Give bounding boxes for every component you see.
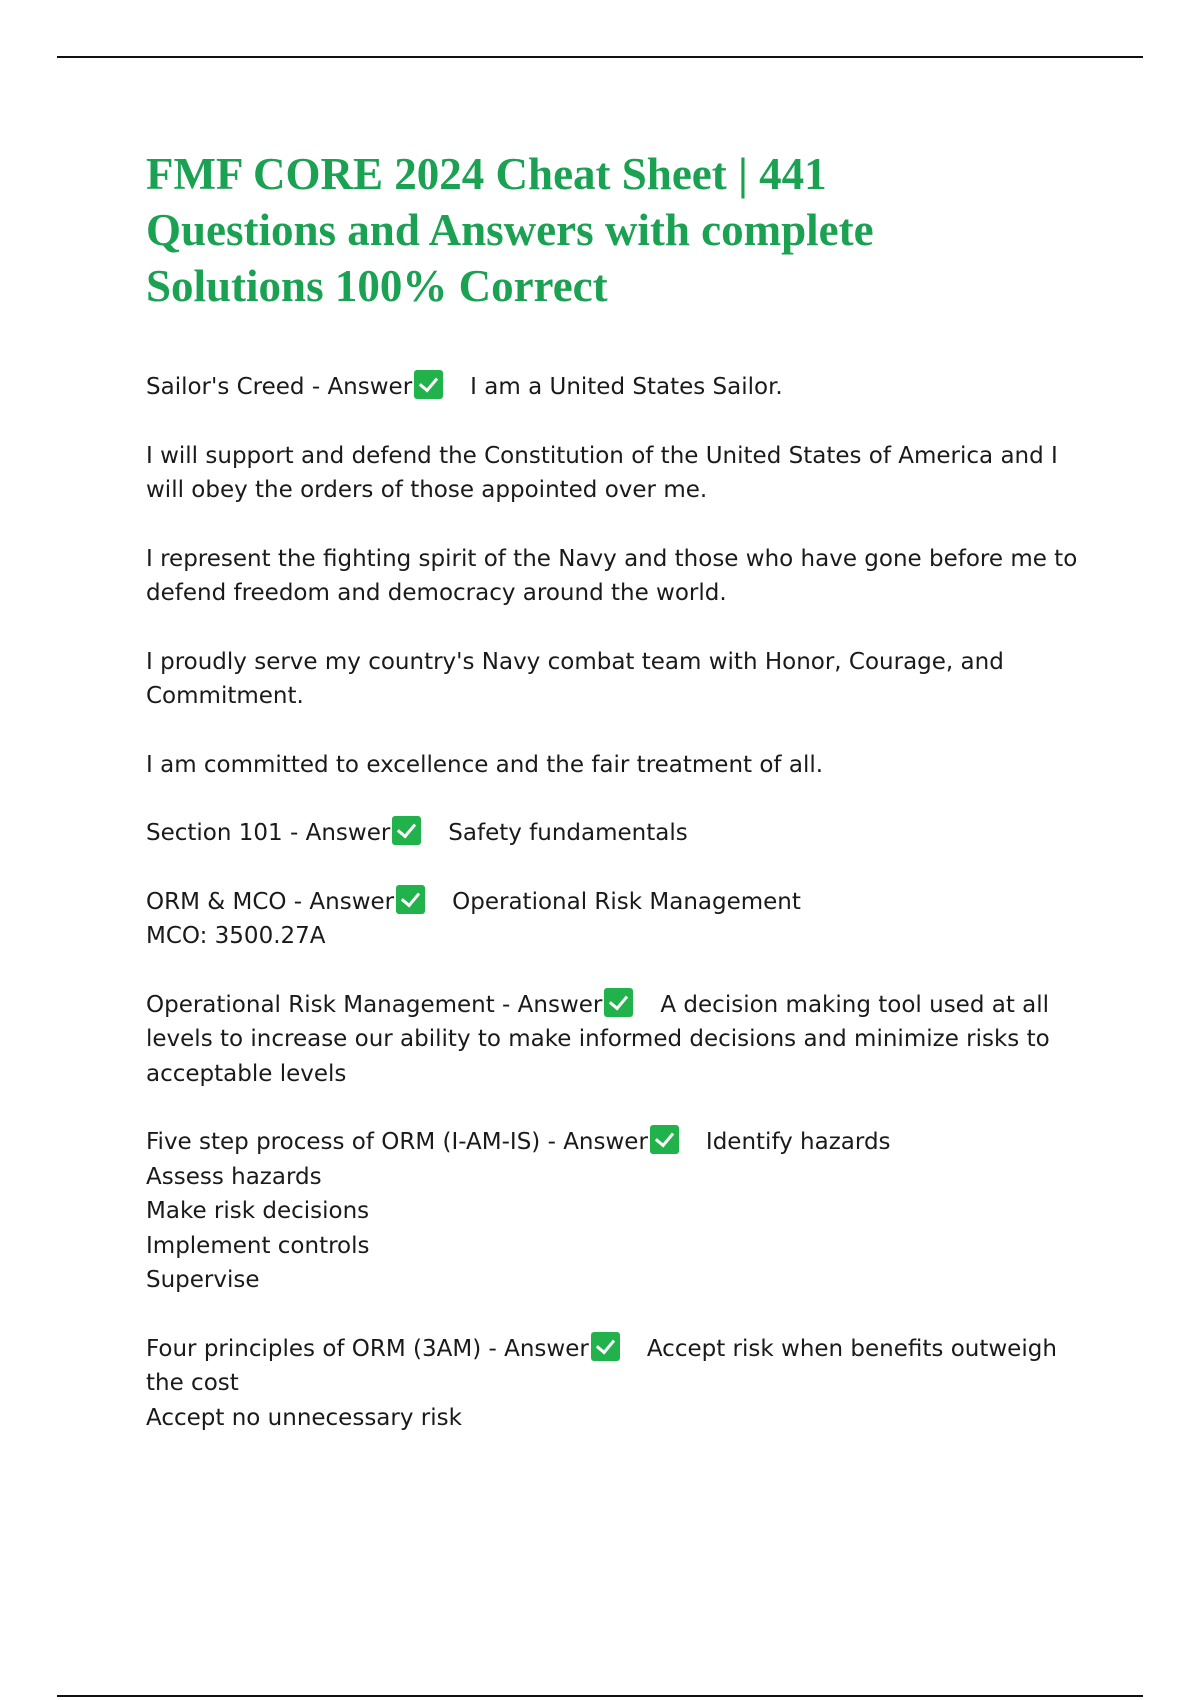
answer-text: I am a United States Sailor. [470,374,783,400]
question-text: ORM & MCO - Answer [146,888,395,915]
bottom-rule [57,1695,1143,1697]
answer-text: Safety fundamentals [448,820,688,846]
question-text: Section 101 - Answer [146,820,391,846]
qa-entry [146,1125,1096,1298]
check-mark-icon [396,885,425,914]
answer-text: Operational Risk Management MCO: 3500.27A [146,888,801,949]
top-rule [57,56,1143,58]
answer-text: Identify hazards Assess hazards Make risk decisions Implement controls Supervise [146,1129,891,1293]
creed-paragraph: I am committed to excellence and the fair treatment of all. [146,751,824,778]
qa-entry [146,816,1096,851]
document-body [146,146,1096,1469]
creed-paragraph: I proudly serve my country's Navy combat team with Honor, Courage, and Commitment. [146,648,1004,709]
creed-paragraph: I will support and defend the Constitution of the United States of America and I will obey the orders of those appointed over me. [146,442,1058,503]
question-text: Four principles of ORM (3AM) - Answer [146,1335,589,1362]
document-title: FMF CORE 2024 Cheat Sheet | 441 Questions and Answers with complete Solutions 100% Correct [146,149,874,311]
qa-entry [146,885,1096,954]
question-text: Operational Risk Management - Answer [146,991,603,1018]
check-mark-icon [414,370,443,399]
qa-entry [146,988,1096,1092]
qa-entry [146,1332,1096,1436]
check-mark-icon [591,1332,620,1361]
question-text: Sailor's Creed - Answer [146,374,413,400]
question-text: Five step process of ORM (I-AM-IS) - Answer [146,1129,648,1155]
creed-paragraph: I represent the fighting spirit of the Navy and those who have gone before me to defend freedom and democracy around the world. [146,545,1078,606]
check-mark-icon [604,988,633,1017]
answer-text: A decision making tool used at all levels to increase our ability to make informed decisions and minimize risks to acceptable levels [146,991,1050,1087]
check-mark-icon [392,816,421,845]
check-mark-icon [650,1125,679,1154]
answer-text: Accept risk when benefits outweigh the cost Accept no unnecessary risk [146,1335,1057,1431]
qa-entry [146,370,1096,405]
